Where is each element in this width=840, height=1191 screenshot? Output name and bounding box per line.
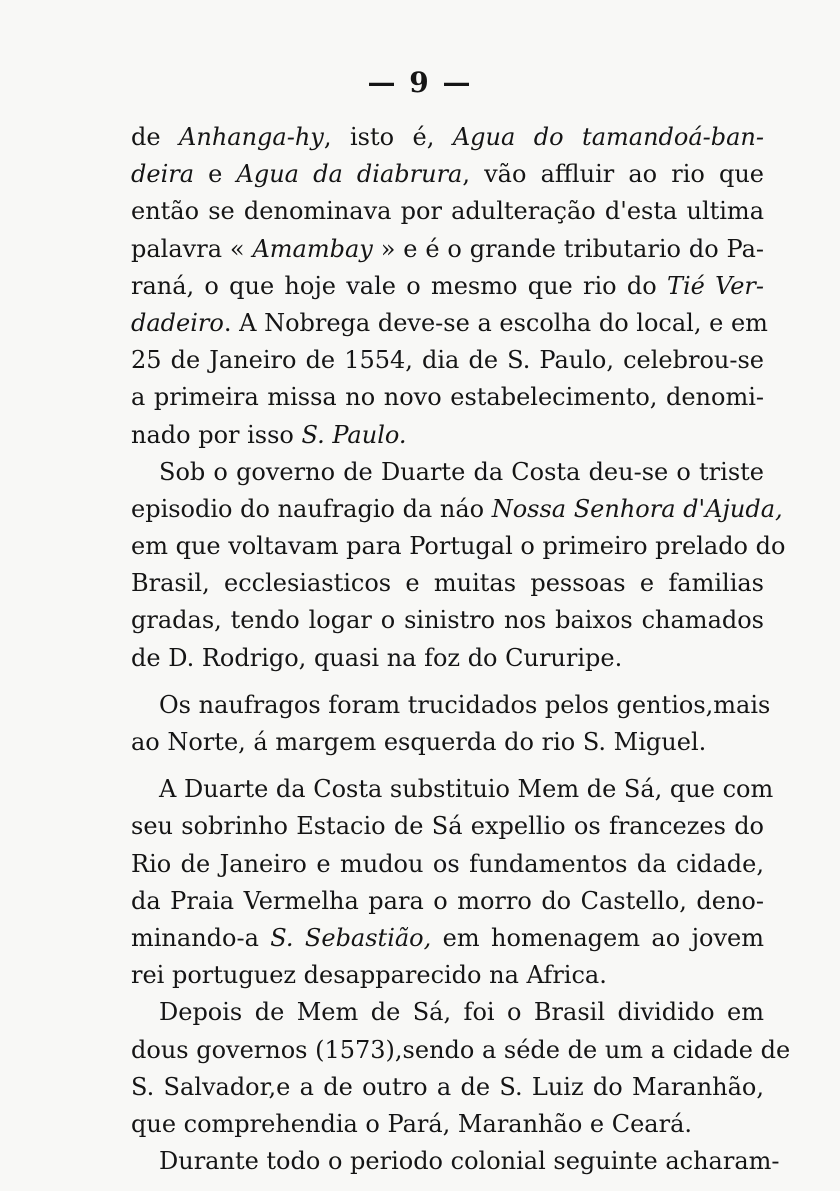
- text-segment: rei portuguez desapparecido na Africa.: [131, 961, 607, 990]
- text-line: [131, 454, 764, 491]
- text-segment: de: [131, 123, 180, 151]
- text-line: [131, 640, 764, 677]
- text-line: [131, 417, 764, 454]
- text-line: [131, 602, 764, 639]
- text-line: [131, 883, 764, 920]
- text-segment: A Duarte da Costa substituio Mem de Sá, que com: [159, 775, 774, 804]
- text-segment: dous governos (1573),sendo a séde de um a cidade de: [131, 1035, 791, 1064]
- text-segment: 25 de Janeiro de 1554, dia de S. Paulo, celebrou-se: [131, 346, 764, 375]
- text-segment: de D. Rodrigo, quasi na foz do Cururipe.: [131, 643, 623, 672]
- text-line: [131, 565, 764, 602]
- text-line: [131, 528, 786, 565]
- page-number: — 9 —: [367, 66, 473, 99]
- text-line: [131, 808, 764, 845]
- text-segment: em que voltavam para Portugal o primeiro prelado do: [131, 532, 786, 561]
- text-segment: a primeira missa no novo estabelecimento, denomi-: [131, 383, 764, 412]
- italic-text: Agua da diabrura: [236, 160, 463, 189]
- italic-text: Tié Ver-: [666, 271, 764, 300]
- italic-text: deira: [131, 160, 195, 189]
- text-segment: Rio de Janeiro e mudou os fundamentos da cidade,: [131, 849, 764, 878]
- text-segment: da Praia Vermelha para o morro do Castello, deno-: [131, 886, 764, 915]
- text-segment: S. Salvador,e a de outro a de S. Luiz do Maranhão,: [131, 1072, 764, 1101]
- text-line: [131, 193, 764, 230]
- text-line: [131, 920, 764, 957]
- text-line: [131, 687, 771, 724]
- italic-text: S. Sebastião,: [270, 923, 432, 952]
- text-segment: episodio do naufragio da náo: [131, 494, 492, 523]
- text-line: [131, 846, 764, 883]
- text-segment: Os naufragos foram trucidados pelos gentios,mais: [159, 690, 771, 719]
- text-line: [131, 724, 764, 761]
- text-line: [131, 231, 764, 268]
- text-line: [131, 1069, 764, 1106]
- italic-text: S. Paulo.: [301, 420, 407, 449]
- italic-text: Agua do tamandoá-ban-: [452, 123, 764, 151]
- text-segment: Durante todo o periodo colonial seguinte acharam-: [159, 1147, 780, 1176]
- text-segment: . A Nobrega deve-se a escolha do local, e em: [223, 308, 768, 337]
- text-line: [131, 1143, 780, 1180]
- text-line: [131, 1032, 791, 1069]
- text-segment: e: [194, 160, 237, 189]
- text-segment: em homenagem ao jovem: [431, 923, 764, 952]
- text-segment: ao Norte, á margem esquerda do rio S. Miguel.: [131, 728, 707, 756]
- text-segment: nado por isso: [131, 420, 302, 449]
- text-line: [131, 994, 764, 1031]
- text-line: [131, 771, 774, 808]
- italic-text: Amambay: [252, 234, 373, 263]
- text-segment: Depois de Mem de Sá, foi o Brasil dividido em: [159, 998, 764, 1027]
- text-line: [131, 379, 764, 416]
- body-text: [131, 119, 791, 1180]
- text-segment: minando-a: [131, 923, 271, 952]
- text-segment: que comprehendia o Pará, Maranhão e Ceará.: [131, 1109, 693, 1138]
- text-line: [131, 1106, 764, 1143]
- text-segment: » e é o grande tributario do Pa-: [372, 234, 765, 263]
- text-line: [131, 957, 764, 994]
- italic-text: Nossa Senhora d'Ajuda,: [491, 494, 783, 523]
- text-line: [131, 491, 783, 528]
- text-line: [131, 268, 764, 305]
- text-segment: Brasil, ecclesiasticos e muitas pessoas e familias: [131, 569, 764, 598]
- italic-text: Anhanga-hy: [179, 123, 324, 151]
- italic-text: dadeiro: [131, 308, 224, 337]
- text-line: [131, 342, 764, 379]
- text-line: [131, 156, 764, 193]
- text-segment: palavra «: [131, 234, 253, 263]
- text-segment: seu sobrinho Estacio de Sá expellio os francezes do: [131, 812, 764, 841]
- text-segment: então se denominava por adulteração d'esta ultima: [131, 197, 764, 226]
- text-segment: Sob o governo de Duarte da Costa deu-se o triste: [159, 457, 764, 486]
- text-line: [131, 305, 768, 342]
- text-segment: , isto é,: [323, 123, 453, 151]
- text-segment: , vão affluir ao rio que: [462, 160, 765, 189]
- text-segment: gradas, tendo logar o sinistro nos baixos chamados: [131, 606, 764, 635]
- text-line: [131, 119, 764, 156]
- text-segment: raná, o que hoje vale o mesmo que rio do: [131, 271, 667, 300]
